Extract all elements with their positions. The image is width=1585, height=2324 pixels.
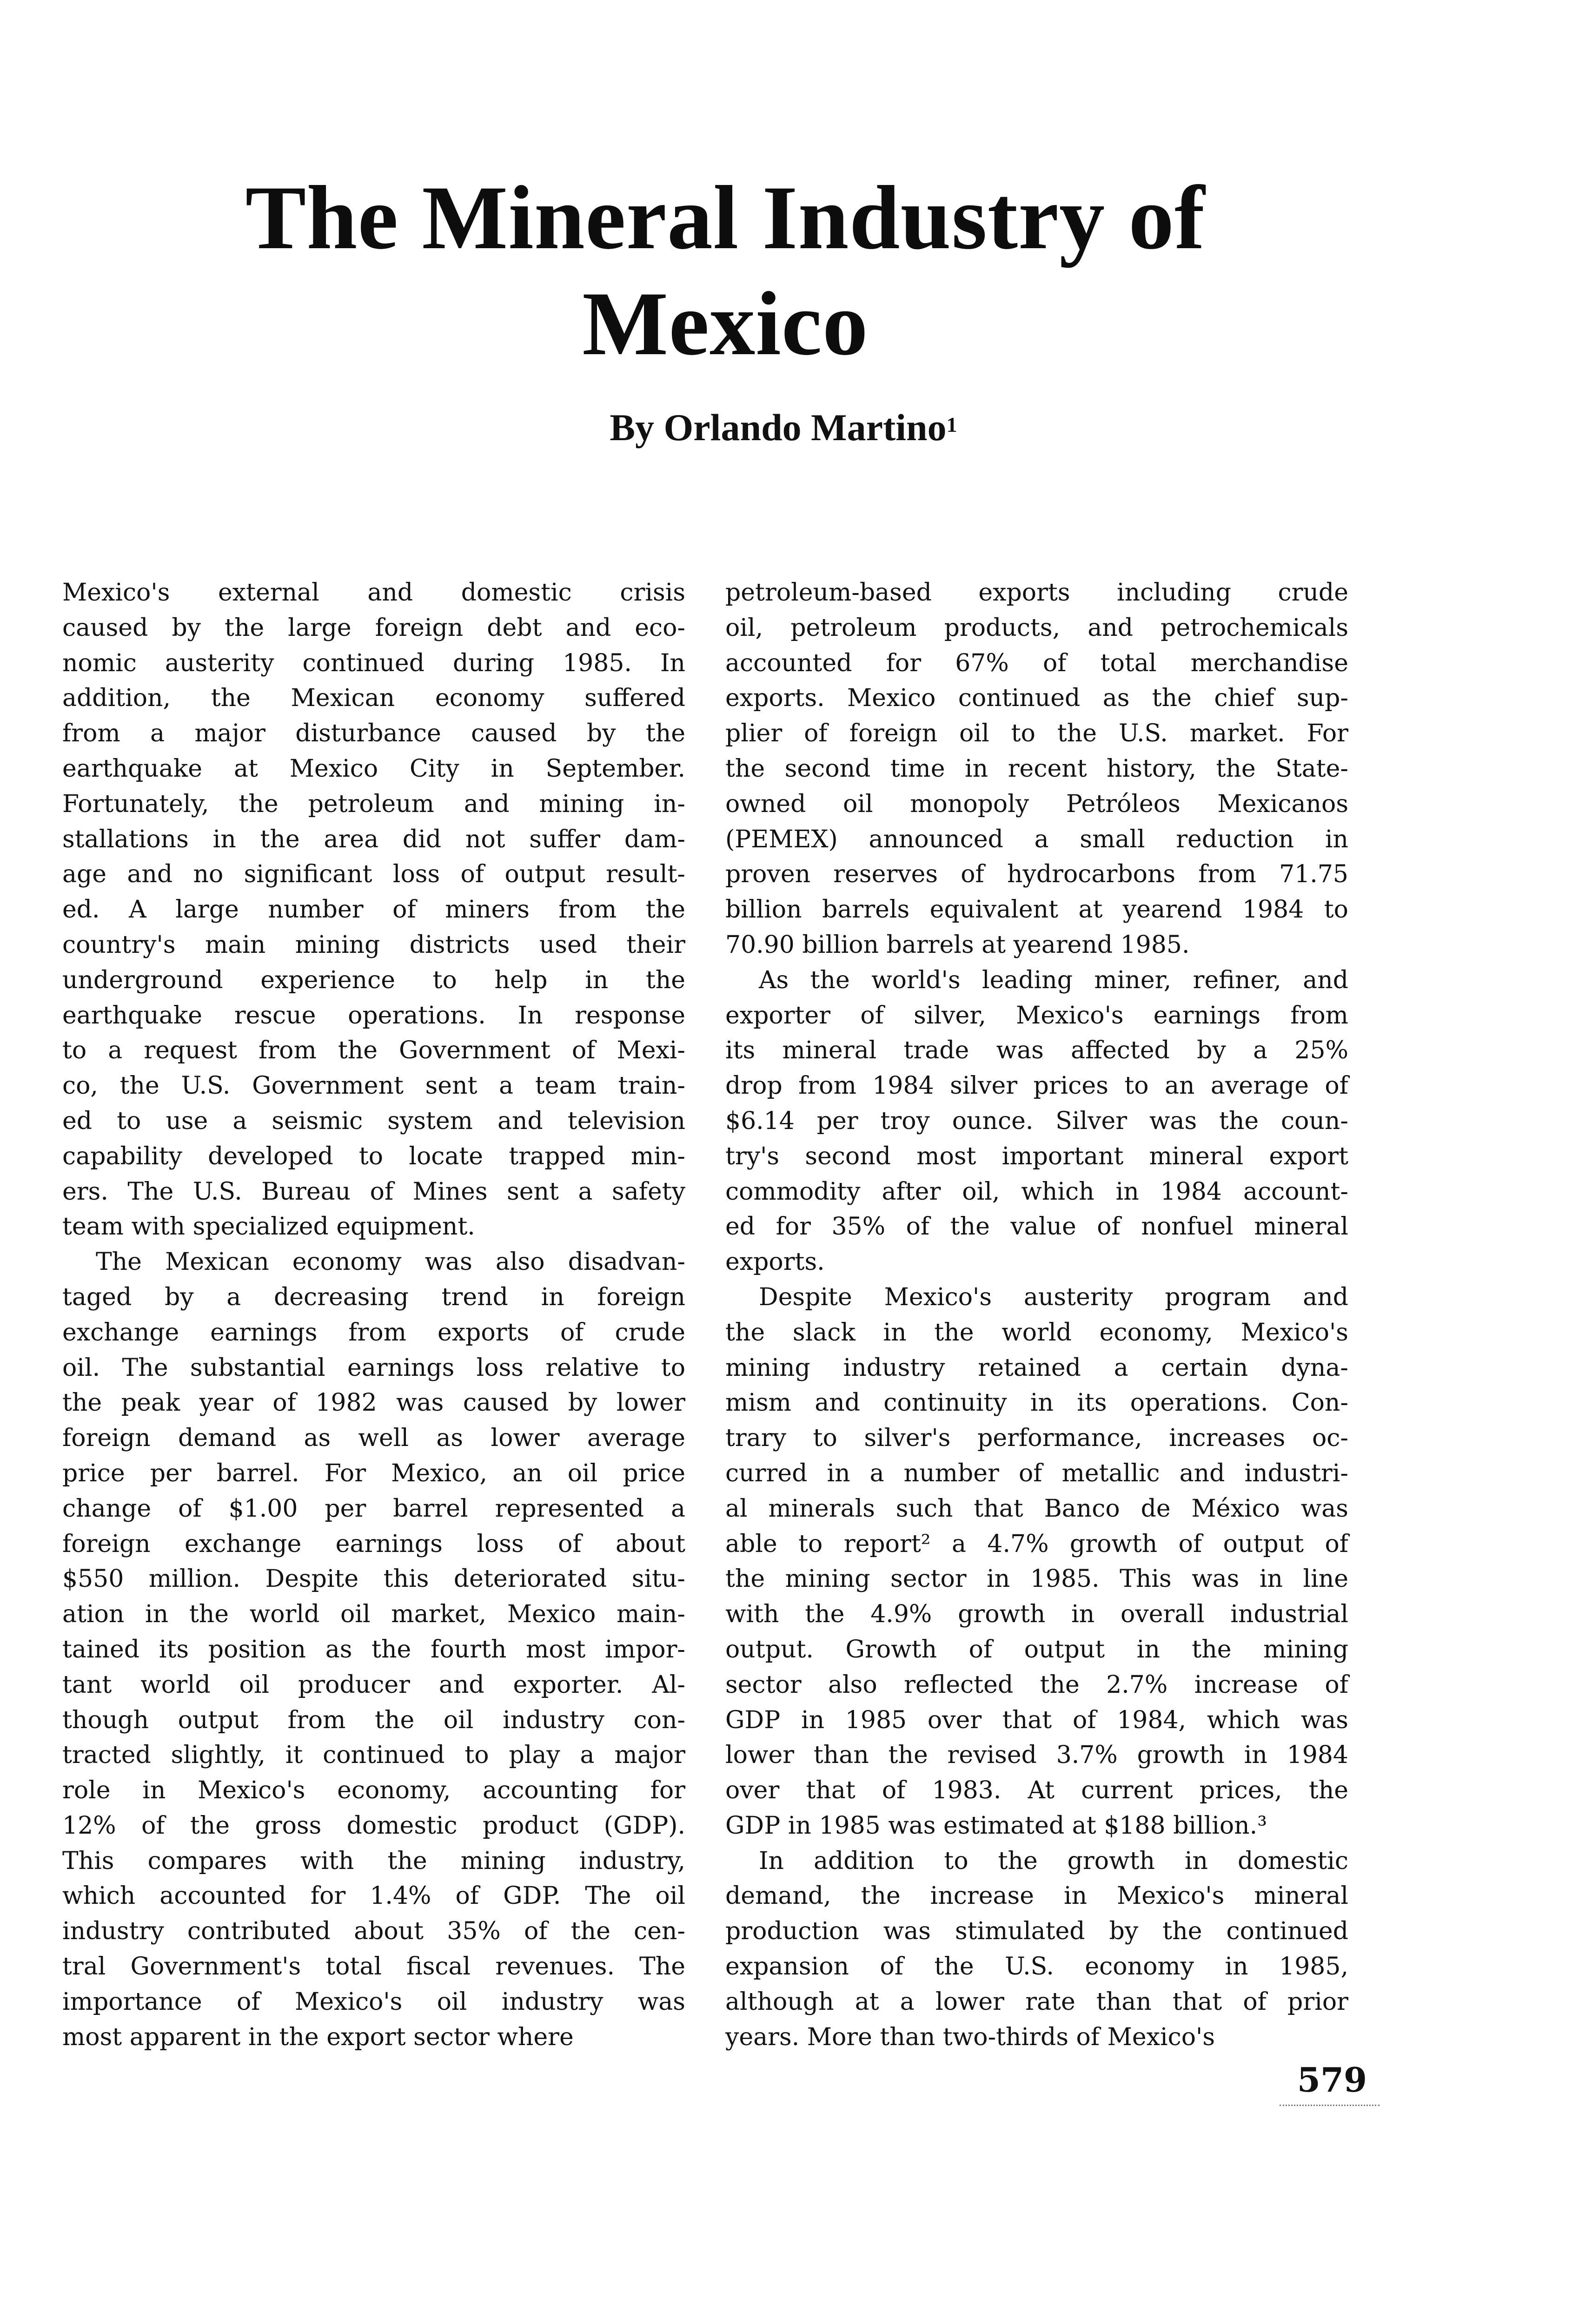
text-line: exports. Mexico continued as the chief sup-	[725, 684, 1348, 713]
page-number-rule	[1280, 2105, 1379, 2106]
text-line: ation in the world oil market, Mexico main-	[62, 1600, 685, 1629]
text-line: the second time in recent history, the State-	[725, 754, 1348, 783]
page-number: 579	[1297, 2060, 1367, 2100]
text-line: from a major disturbance caused by the	[62, 720, 685, 748]
text-line: most apparent in the export sector where	[62, 2023, 574, 2051]
text-line: the peak year of 1982 was caused by lower	[62, 1389, 685, 1417]
text-line: tracted slightly, it continued to play a major	[62, 1741, 685, 1769]
text-line: taged by a decreasing trend in foreign	[62, 1283, 685, 1311]
byline-text: By Orlando Martino	[610, 406, 947, 449]
text-line: ed to use a seismic system and television	[62, 1107, 685, 1135]
text-line: over that of 1983. At current prices, the	[725, 1776, 1348, 1805]
text-line: Despite Mexico's austerity program and	[759, 1283, 1348, 1311]
text-line: $6.14 per troy ounce. Silver was the coun-	[725, 1107, 1348, 1135]
text-line: caused by the large foreign debt and eco-	[62, 614, 685, 642]
text-line: GDP in 1985 was estimated at $188 billion.³	[725, 1811, 1267, 1840]
text-line: its mineral trade was affected by a 25%	[725, 1037, 1348, 1065]
text-line: tral Government's total fiscal revenues. The	[62, 1953, 685, 1981]
text-line: exporter of silver, Mexico's earnings from	[725, 1001, 1348, 1030]
text-line: oil. The substantial earnings loss relative to	[62, 1353, 685, 1382]
article-title	[139, 165, 1311, 377]
text-line: importance of Mexico's oil industry was	[62, 1987, 685, 2016]
text-line: which accounted for 1.4% of GDP. The oil	[62, 1882, 685, 1910]
text-line: to a request from the Government of Mexi-	[62, 1037, 685, 1065]
text-line: accounted for 67% of total merchandise	[725, 649, 1348, 677]
text-line: industry contributed about 35% of the cen-	[62, 1917, 685, 1946]
text-line: 70.90 billion barrels at yearend 1985.	[725, 931, 1190, 959]
text-line: 12% of the gross domestic product (GDP).	[62, 1811, 685, 1840]
text-line: (PEMEX) announced a small reduction in	[725, 825, 1348, 853]
text-line: addition, the Mexican economy suffered	[62, 684, 685, 713]
text-line: Fortunately, the petroleum and mining in-	[62, 790, 685, 818]
text-line: The Mexican economy was also disadvan-	[96, 1248, 685, 1276]
text-line: commodity after oil, which in 1984 account-	[725, 1177, 1348, 1206]
text-line: the slack in the world economy, Mexico's	[725, 1318, 1348, 1347]
text-line: exports.	[725, 1248, 825, 1276]
text-line: billion barrels equivalent at yearend 1984 to	[725, 896, 1348, 924]
text-line: price per barrel. For Mexico, an oil price	[62, 1459, 685, 1487]
text-line: GDP in 1985 over that of 1984, which was	[725, 1706, 1348, 1734]
text-line: plier of foreign oil to the U.S. market. For	[725, 720, 1348, 748]
text-line: foreign exchange earnings loss of about	[62, 1530, 685, 1558]
text-line: tant world oil producer and exporter. Al-	[62, 1670, 685, 1699]
text-line: years. More than two-thirds of Mexico's	[725, 2023, 1215, 2051]
byline-footnote-marker: 1	[946, 413, 957, 436]
text-line: team with specialized equipment.	[62, 1213, 475, 1241]
text-line: expansion of the U.S. economy in 1985,	[725, 1953, 1348, 1981]
text-line: with the 4.9% growth in overall industrial	[725, 1600, 1348, 1629]
text-line: Mexico's external and domestic crisis	[62, 579, 685, 607]
text-line: although at a lower rate than that of prior	[725, 1987, 1348, 2016]
text-line: role in Mexico's economy, accounting for	[62, 1776, 685, 1805]
text-line: drop from 1984 silver prices to an average of	[725, 1072, 1348, 1100]
text-line: petroleum-based exports including crude	[725, 579, 1348, 607]
text-line: underground experience to help in the	[62, 966, 685, 994]
text-line: trary to silver's performance, increases oc-	[725, 1424, 1348, 1452]
text-line: $550 million. Despite this deteriorated situ-	[62, 1565, 685, 1593]
text-line: able to report² a 4.7% growth of output of	[725, 1530, 1348, 1558]
text-line: ed. A large number of miners from the	[62, 896, 685, 924]
text-line: output. Growth of output in the mining	[725, 1635, 1348, 1664]
text-line: lower than the revised 3.7% growth in 1984	[725, 1741, 1348, 1769]
text-line: ers. The U.S. Bureau of Mines sent a safety	[62, 1177, 685, 1206]
text-line: sector also reflected the 2.7% increase of	[725, 1670, 1348, 1699]
text-line: tained its position as the fourth most impor-	[62, 1635, 685, 1664]
text-line: co, the U.S. Government sent a team train-	[62, 1072, 685, 1100]
right-text-column	[725, 575, 1348, 2055]
text-line: mism and continuity in its operations. Con-	[725, 1389, 1348, 1417]
text-line: curred in a number of metallic and industri-	[725, 1459, 1348, 1487]
text-line: oil, petroleum products, and petrochemicals	[725, 614, 1348, 642]
text-line: This compares with the mining industry,	[62, 1847, 685, 1875]
text-line: stallations in the area did not suffer dam-	[62, 825, 685, 853]
text-line: capability developed to locate trapped min-	[62, 1142, 685, 1170]
text-line: production was stimulated by the continued	[725, 1917, 1348, 1946]
text-line: exchange earnings from exports of crude	[62, 1318, 685, 1347]
text-line: the mining sector in 1985. This was in line	[725, 1565, 1348, 1593]
title-line-1: The Mineral Industry of	[245, 167, 1206, 268]
text-line: earthquake at Mexico City in September.	[62, 754, 685, 783]
text-line: proven reserves of hydrocarbons from 71.75	[725, 860, 1348, 889]
text-line: country's main mining districts used their	[62, 931, 685, 959]
text-line: change of $1.00 per barrel represented a	[62, 1494, 685, 1523]
text-line: owned oil monopoly Petróleos Mexicanos	[725, 790, 1348, 818]
text-line: nomic austerity continued during 1985. In	[62, 649, 685, 677]
left-text-column	[62, 575, 685, 2055]
text-line: As the world's leading miner, refiner, and	[759, 966, 1348, 994]
text-line: In addition to the growth in domestic	[759, 1847, 1348, 1875]
text-line: foreign demand as well as lower average	[62, 1424, 685, 1452]
text-line: demand, the increase in Mexico's mineral	[725, 1882, 1348, 1910]
text-line: try's second most important mineral export	[725, 1142, 1348, 1170]
text-line: ed for 35% of the value of nonfuel mineral	[725, 1213, 1348, 1241]
text-line: mining industry retained a certain dyna-	[725, 1353, 1348, 1382]
text-line: al minerals such that Banco de México was	[725, 1494, 1348, 1523]
title-line-2: Mexico	[582, 273, 869, 374]
text-line: though output from the oil industry con-	[62, 1706, 685, 1734]
author-byline	[493, 404, 1074, 451]
text-line: age and no significant loss of output result-	[62, 860, 685, 889]
text-line: earthquake rescue operations. In response	[62, 1001, 685, 1030]
